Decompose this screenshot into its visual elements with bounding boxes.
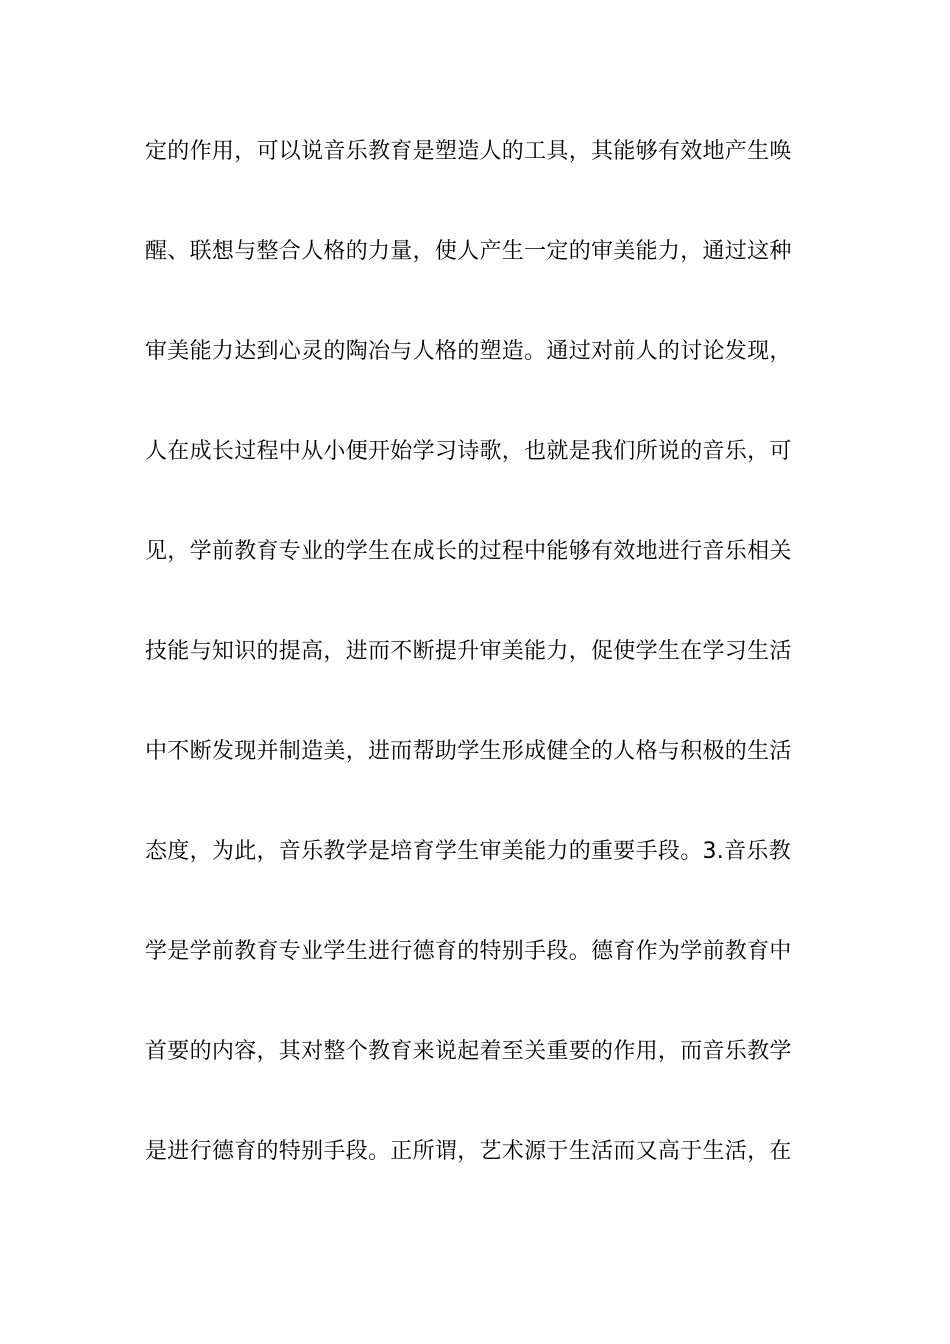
text-line: 首要的内容，其对整个教育来说起着至关重要的作用，而音乐教学 [145, 1039, 792, 1064]
body-text [145, 128, 810, 1228]
text-line: 中不断发现并制造美，进而帮助学生形成健全的人格与积极的生活 [145, 739, 792, 764]
text-line: 技能与知识的提高，进而不断提升审美能力，促使学生在学习生活 [145, 639, 792, 664]
text-line: 学是学前教育专业学生进行德育的特别手段。德育作为学前教育中 [145, 939, 792, 964]
text-line: 审美能力达到心灵的陶冶与人格的塑造。通过对前人的讨论发现， [145, 339, 792, 364]
text-line: 醒、联想与整合人格的力量，使人产生一定的审美能力，通过这种 [145, 239, 792, 264]
text-line: 人在成长过程中从小便开始学习诗歌，也就是我们所说的音乐，可 [145, 439, 792, 464]
text-line: 见，学前教育专业的学生在成长的过程中能够有效地进行音乐相关 [145, 539, 792, 564]
text-line: 定的作用，可以说音乐教育是塑造人的工具，其能够有效地产生唤 [145, 139, 792, 164]
text-line: 是进行德育的特别手段。正所谓，艺术源于生活而又高于生活，在 [145, 1139, 792, 1164]
text-line: 态度，为此，音乐教学是培育学生审美能力的重要手段。3.音乐教 [145, 839, 791, 864]
